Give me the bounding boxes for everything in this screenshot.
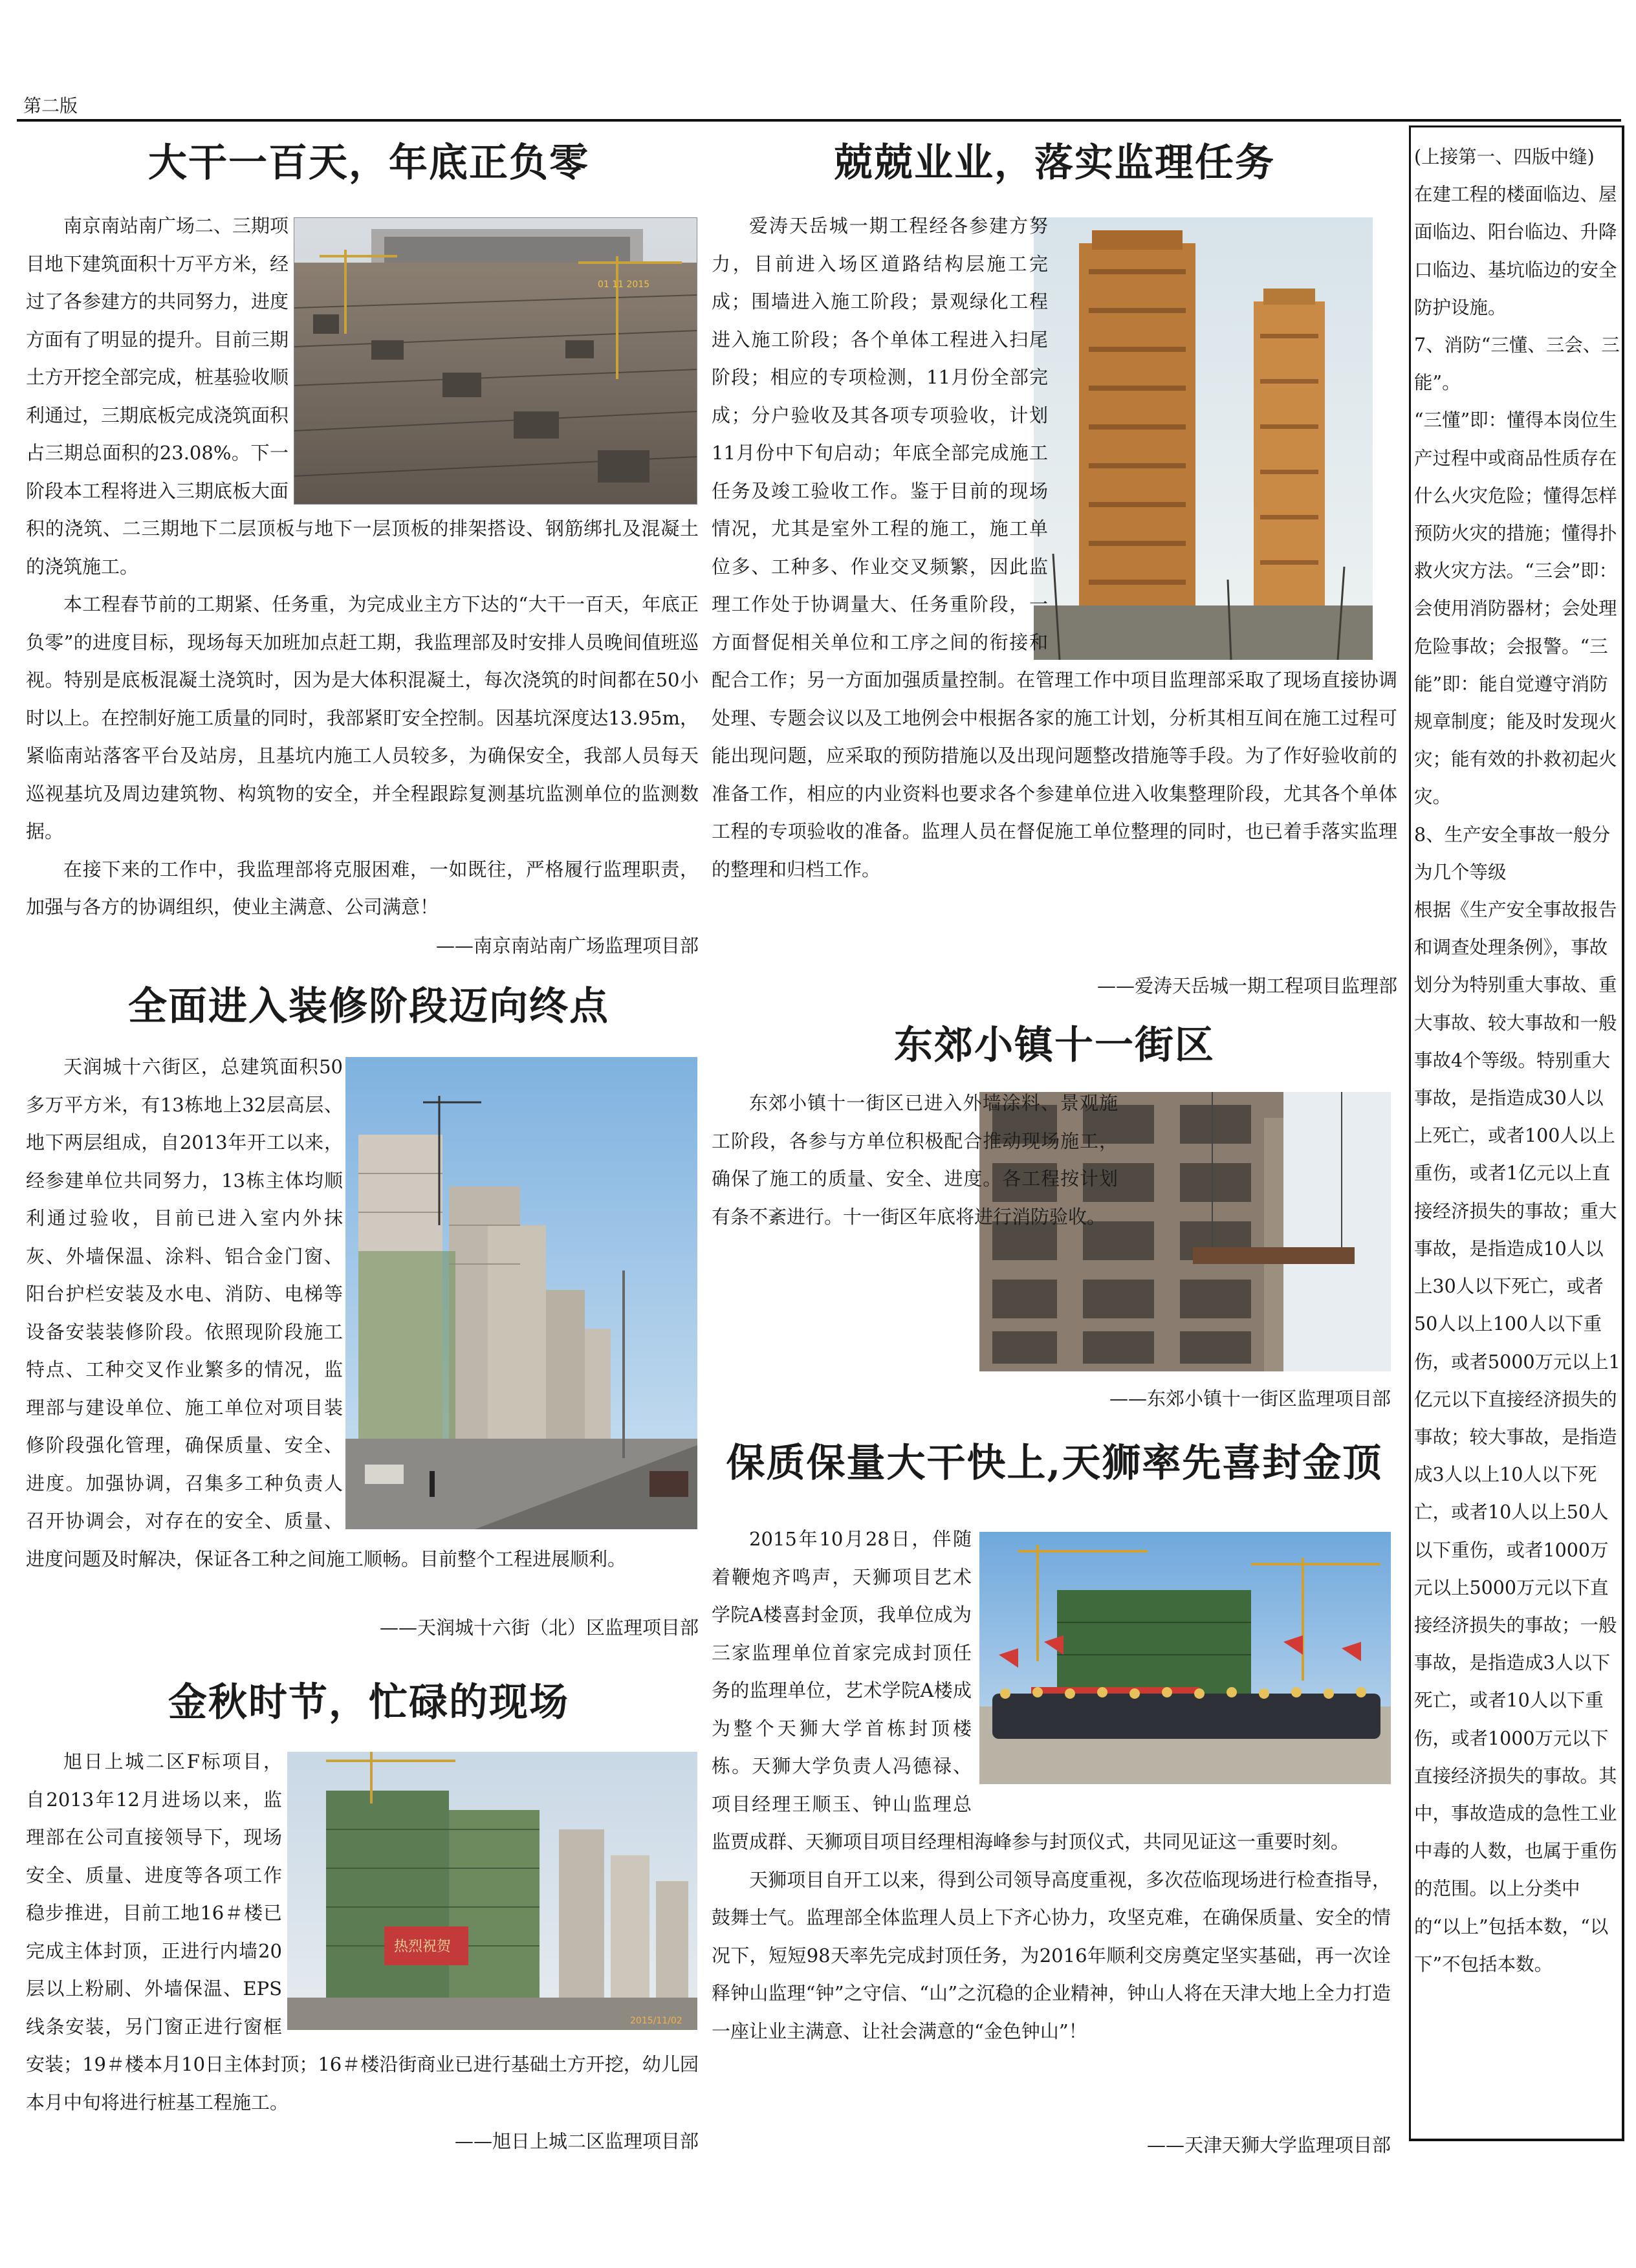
sidebar-item7-body: “三懂”即：懂得本岗位生产过程中或商品性质存在什么火灾危险；懂得怎样预防火灾的措施；懂得扑救火灾方法。“三会”即：会使用消防器材；会处理危险事故；会报警。“三能”即：能自觉遵守消防规章制度；能及时发现火灾；能有效的扑救初起火灾。 (1414, 409, 1618, 808)
photo-date-stamp: 2015/11/02 (630, 2016, 682, 2026)
sidebar-item7-title: 7、消防“三懂、三会、三能”。 (1414, 334, 1620, 394)
paragraph: 天狮项目自开工以来，得到公司领导高度重视，多次莅临现场进行检查指导，鼓舞士气。监理部全体监理人员上下齐心协力，攻坚克难，在确保质量、安全的情况下，短短98天率先完成封顶任务，为2016年顺利交房奠定坚实基础，再一次诠释钟山监理“钟”之守信、“山”之沉稳的企业精神，钟山人将在天津大地上全力打造一座让业主满意、让社会满意的“金色钟山”！ (712, 1868, 1391, 2042)
body-dongjiao (712, 1084, 1390, 1349)
body-tianshi (712, 1520, 1391, 2050)
paragraph: 本工程春节前的工期紧、任务重，为完成业主方下达的“大干一百天，年底正负零”的进度目标，现场每天加班加点赶工期，我监理部及时安排人员晚间值班巡视。特别是底板混凝土浇筑时，因为是大体积混凝土，每次浇筑的时间都在50小时以上。在控制好施工质量的同时，我部紧盯安全控制。因基坑深度达13.95m，紧临南站落客平台及站房，且基坑内施工人员较多，为确保安全，我部人员每天巡视基坑及周边建筑物、构筑物的安全，并全程跟踪复测基坑监测单位的监测数据。 (26, 593, 699, 842)
headline-tianrun: 全面进入装修阶段迈向终点 (128, 984, 609, 1029)
paragraph: 爱涛天岳城一期工程经各参建方努力，目前进入场区道路结构层施工完成；围墙进入施工阶段；景观绿化工程进入施工阶段；各个单体工程进入扫尾阶段；相应的专项检测，11月份全部完成；分户验收及其各项专项验收，计划11月份中下旬启动；年底全部完成施工任务及竣工验收工作。鉴于目前的现场情况，尤其是室外工程的施工，施工单位多、工种多、作业交叉频繁，因此监理工作处于协调量大、任务重阶段，一方面督促相关单位和工序之间的衔接和配合工作；另一方面加强质量控制。在管理工作中项目监理部采取了现场直接协调处理、专题会议以及工地例会中根据各家的施工计划，分析其相互间在施工过程可能出现问题，应采取的预防措施以及出现问题整改措施等手段。为了作好验收前的准备工作，相应的内业资料也要求各个参建单位进入收集整理阶段，尤其各个单体工程的专项验收的准备。监理人员在督促施工单位整理的同时，也已着手落实监理的整理和归档工作。 (712, 215, 1397, 880)
body-aitao (712, 207, 1397, 888)
sidebar-intro: 在建工程的楼面临边、屋面临边、阳台临边、升降口临边、基坑临边的安全防护设施。 (1414, 184, 1617, 318)
headline-dongjiao: 东郊小镇十一街区 (894, 1023, 1215, 1068)
headline-nanjing: 大干一百天，年底正负零 (148, 140, 589, 186)
paragraph: 天润城十六街区，总建筑面积50多万平方米，有13栋地上32层高层、地下两层组成，自2013年开工以来，经参建单位共同努力，13栋主体均顺利通过验收，目前已进入室内外抹灰、外墙保温、涂料、铝合金门窗、阳台护栏安装及水电、消防、电梯等设备安装装修阶段。依照现阶段施工特点、工种交叉作业繁多的情况，监理部与建设单位、施工单位对项目装修阶段强化管理，确保质量、安全、进度。加强协调，召集多工种负责人召开协调会，对存在的安全、质量、进度问题及时解决，保证各工种之间施工顺畅。目前整个工程进展顺利。 (26, 1056, 627, 1570)
sidebar-column (1414, 138, 1621, 1983)
headline-tianshi: 保质保量大干快上,天狮率先喜封金顶 (726, 1441, 1383, 1486)
sidebar-continued-note: (上接第一、四版中缝) (1414, 146, 1595, 168)
sidebar-item8-body: 根据《生产安全事故报告和调查处理条例》，事故划分为特别重大事故、重大事故、较大事故和一般事故4个等级。特别重大事故，是指造成30人以上死亡，或者100人以上重伤，或者1亿元以上直接经济损失的事故；重大事故，是指造成10人以上30人以下死亡，或者50人以上100人以下重伤，或者5000万元以上1亿元以下直接经济损失的事故；较大事故，是指造成3人以上10人以下死亡，或者10人以上50人以下重伤，或者1000万元以上5000万元以下直接经济损失的事故；一般事故，是指造成3人以下死亡，或者10人以下重伤，或者1000万元以下直接经济损失的事故。其中，事故造成的急性工业中毒的人数，也属于重伤的范围。以上分类中的“以上”包括本数，“以下”不包括本数。 (1414, 899, 1620, 1975)
byline-xuri: ——旭日上城二区监理项目部 (454, 2130, 699, 2152)
byline-tianrun: ——天润城十六街（北）区监理项目部 (379, 1617, 699, 1639)
byline-aitao: ——爱涛天岳城一期工程项目监理部 (1096, 975, 1397, 997)
photo-banner-text: 热烈祝贺 (394, 1939, 452, 1955)
body-nanjing (26, 207, 699, 926)
body-xuri (26, 1743, 699, 2121)
paragraph: 在接下来的工作中，我监理部将克服困难，一如既往，严格履行监理职责，加强与各方的协调组织，使业主满意、公司满意！ (26, 858, 699, 918)
body-tianrun (26, 1048, 699, 1578)
paragraph: 东郊小镇十一街区已进入外墙涂料、景观施工阶段，各参与方单位积极配合推动现场施工，确保了施工的质量、安全、进度。各工程按计划有条不紊进行。十一街区年底将进行消防验收。 (712, 1092, 1118, 1228)
edition-label: 第二版 (23, 95, 78, 116)
headline-xuri: 金秋时节，忙碌的现场 (168, 1680, 569, 1725)
photo-date-stamp: 01 11 2015 (598, 279, 650, 290)
paragraph: 旭日上城二区F标项目，自2013年12月进场以来，监理部在公司直接领导下，现场安全、质量、进度等各项工作稳步推进，目前工地16＃楼已完成主体封顶，正进行内墙20层以上粉刷、外墙保温、EPS线条安装，另门窗正进行窗框安装；19＃楼本月10日主体封顶；16＃楼沿街商业已进行基础土方开挖，幼儿园本月中旬将进行桩基工程施工。 (26, 1750, 699, 2113)
byline-dongjiao: ——东郊小镇十一街区监理项目部 (1109, 1388, 1391, 1410)
byline-tianshi: ——天津天狮大学监理项目部 (1146, 2134, 1391, 2156)
paragraph: 2015年10月28日，伴随着鞭炮齐鸣声，天狮项目艺术学院A楼喜封金顶，我单位成为三家监理单位首家完成封顶任务的监理单位，艺术学院A楼成为整个天狮大学首栋封顶楼栋。天狮大学负责人冯德禄、项目经理王顺玉、钟山监理总监贾成群、天狮项目项目经理相海峰参与封顶仪式，共同见证这一重要时刻。 (712, 1528, 1350, 1853)
byline-nanjing: ——南京南站南广场监理项目部 (435, 935, 699, 957)
paragraph: 南京南站南广场二、三期项目地下建筑面积十万平方米，经过了各参建方的共同努力，进度方面有了明显的提升。目前三期土方开挖全部完成，桩基验收顺利通过，三期底板完成浇筑面积占三期总面积的23.08%。下一阶段本工程将进入三期底板大面积的浇筑、二三期地下二层顶板与地下一层顶板的排架搭设、钢筋绑扎及混凝土的浇筑施工。 (26, 215, 699, 578)
headline-aitao: 兢兢业业，落实监理任务 (834, 140, 1275, 186)
top-rule (17, 119, 1621, 122)
sidebar-item8-title: 8、生产安全事故一般分为几个等级 (1414, 823, 1611, 883)
